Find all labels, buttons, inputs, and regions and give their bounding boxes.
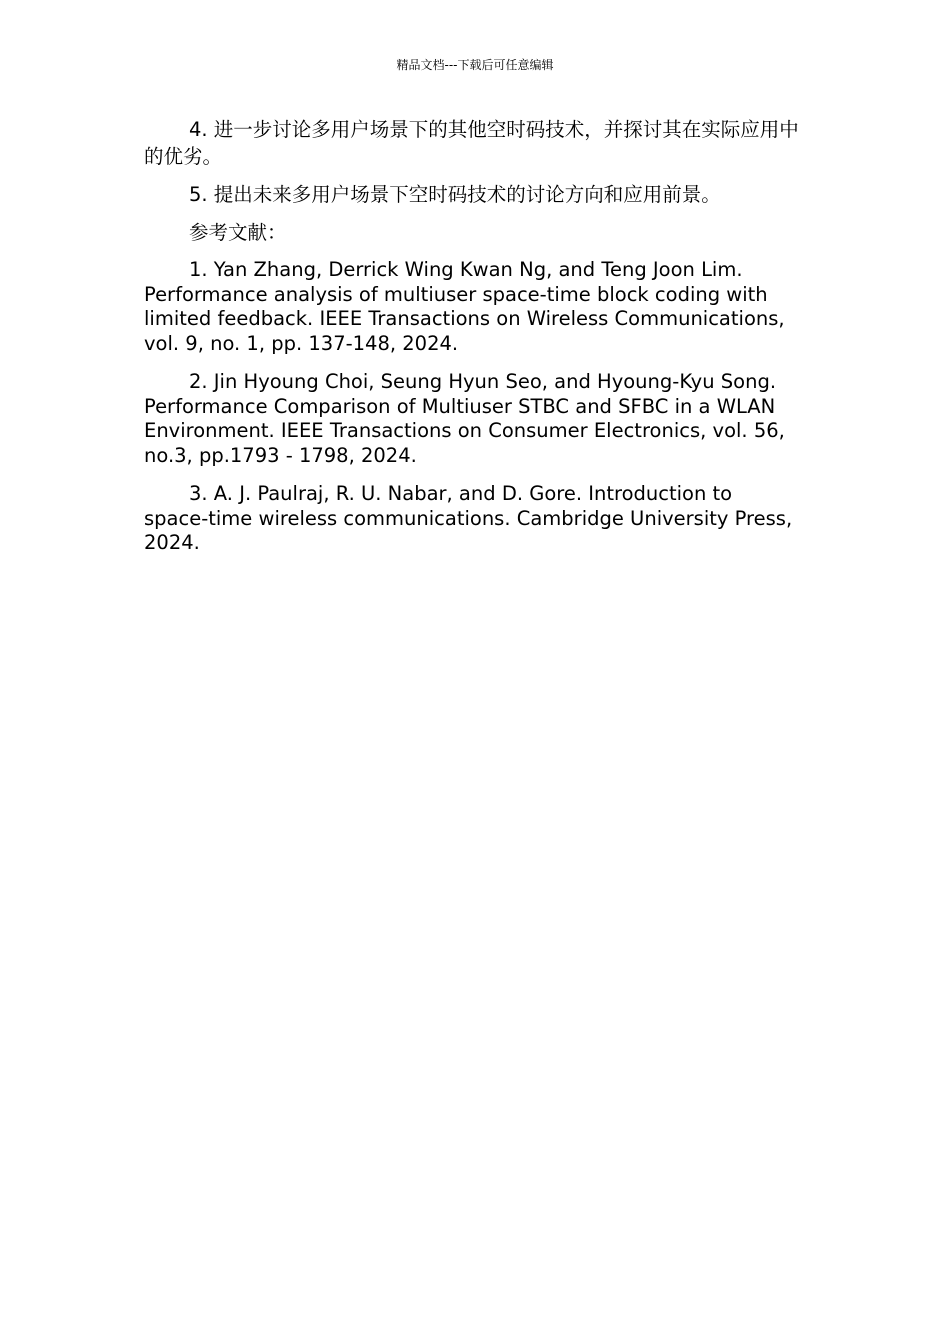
list-item-4: 4. 进一步讨论多用户场景下的其他空时码技术，并探讨其在实际应用中的优劣。 [144, 118, 799, 168]
page-header-watermark: 精品文档---下载后可任意编辑 [396, 58, 554, 72]
reference-item-1: 1. Yan Zhang, Derrick Wing Kwan Ng, and Teng Joon Lim. Performance analysis of multiuser space-time block coding with limited feedback. IEEE Transactions on Wireless Communications, vol. 9, no. 1, pp. 137-148, 2024. [144, 258, 785, 355]
list-item-5: 5. 提出未来多用户场景下空时码技术的讨论方向和应用前景。 [189, 183, 721, 206]
reference-item-2: 2. Jin Hyoung Choi, Seung Hyun Seo, and Hyoung-Kyu Song. Performance Comparison of Multiuser STBC and SFBC in a WLAN Environment. IEEE Transactions on Consumer Electronics, vol. 56, no.3, pp.1793 - 1798, 2024. [144, 370, 785, 467]
reference-item-3: 3. A. J. Paulraj, R. U. Nabar, and D. Gore. Introduction to space-time wireless communications. Cambridge University Press, 2024. [144, 482, 793, 554]
document-body [144, 116, 800, 570]
references-heading: 参考文献： [189, 221, 287, 244]
